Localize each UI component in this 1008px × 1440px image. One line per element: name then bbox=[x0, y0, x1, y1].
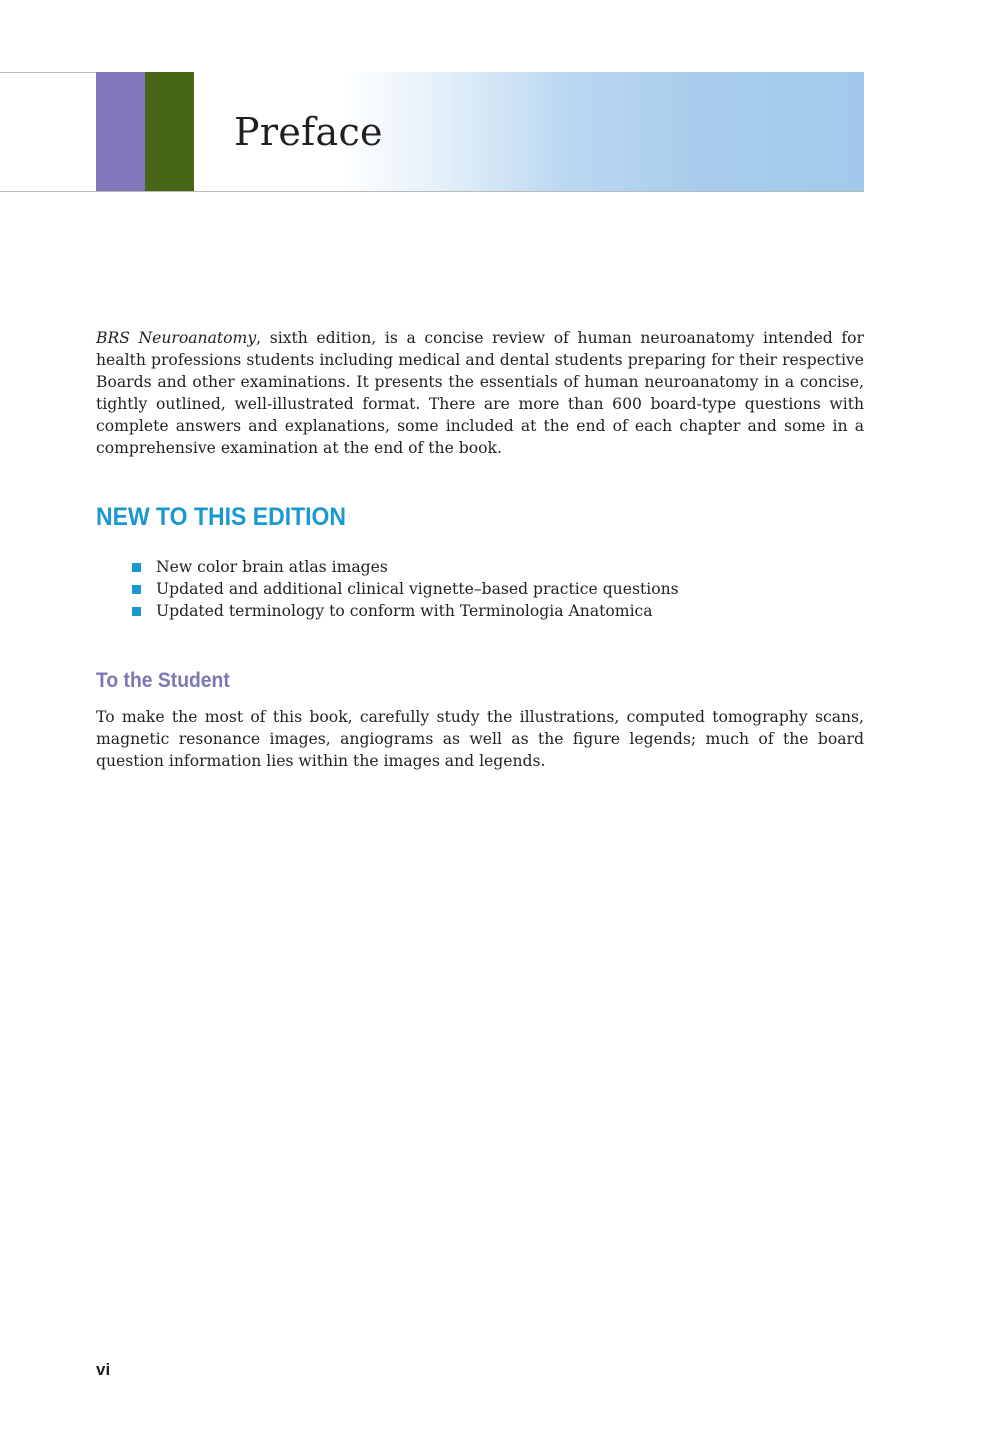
list-item-text: Updated and additional clinical vignette–based practice questions bbox=[156, 580, 679, 598]
list-item bbox=[132, 600, 679, 622]
banner-purple-bar bbox=[96, 72, 145, 192]
student-heading: To the Student bbox=[96, 669, 230, 692]
new-edition-heading: NEW TO THIS EDITION bbox=[96, 503, 347, 531]
page-title: Preface bbox=[234, 110, 383, 154]
square-bullet-icon bbox=[132, 607, 141, 616]
intro-text: , sixth edition, is a concise review of human neuroanatomy intended for health professions students including medical and dental students preparing for their respective Boards and other examinations. It presents the essentials of human neuroanatomy in a concise, tightly outlined, well-illustrated format. There are more than 600 board-type questions with complete answers and explanations, some included at the end of each chapter and some in a comprehensive examination at the end of the book. bbox=[96, 329, 864, 457]
list-item bbox=[132, 578, 679, 600]
book-title: BRS Neuroanatomy bbox=[96, 329, 257, 347]
list-item-text: New color brain atlas images bbox=[156, 558, 388, 576]
list-item-text: Updated terminology to conform with Terminologia Anatomica bbox=[156, 602, 653, 620]
list-item bbox=[132, 556, 679, 578]
intro-paragraph bbox=[96, 327, 864, 459]
square-bullet-icon bbox=[132, 563, 141, 572]
square-bullet-icon bbox=[132, 585, 141, 594]
page-number: vi bbox=[96, 1360, 111, 1379]
banner-green-bar bbox=[145, 72, 194, 192]
new-edition-list bbox=[132, 556, 679, 622]
student-paragraph: To make the most of this book, carefully study the illustrations, computed tomography scans, magnetic resonance images, angiograms as well as the figure legends; much of the board question information lies within the images and legends. bbox=[96, 708, 864, 770]
banner-bottom-rule bbox=[0, 191, 864, 192]
